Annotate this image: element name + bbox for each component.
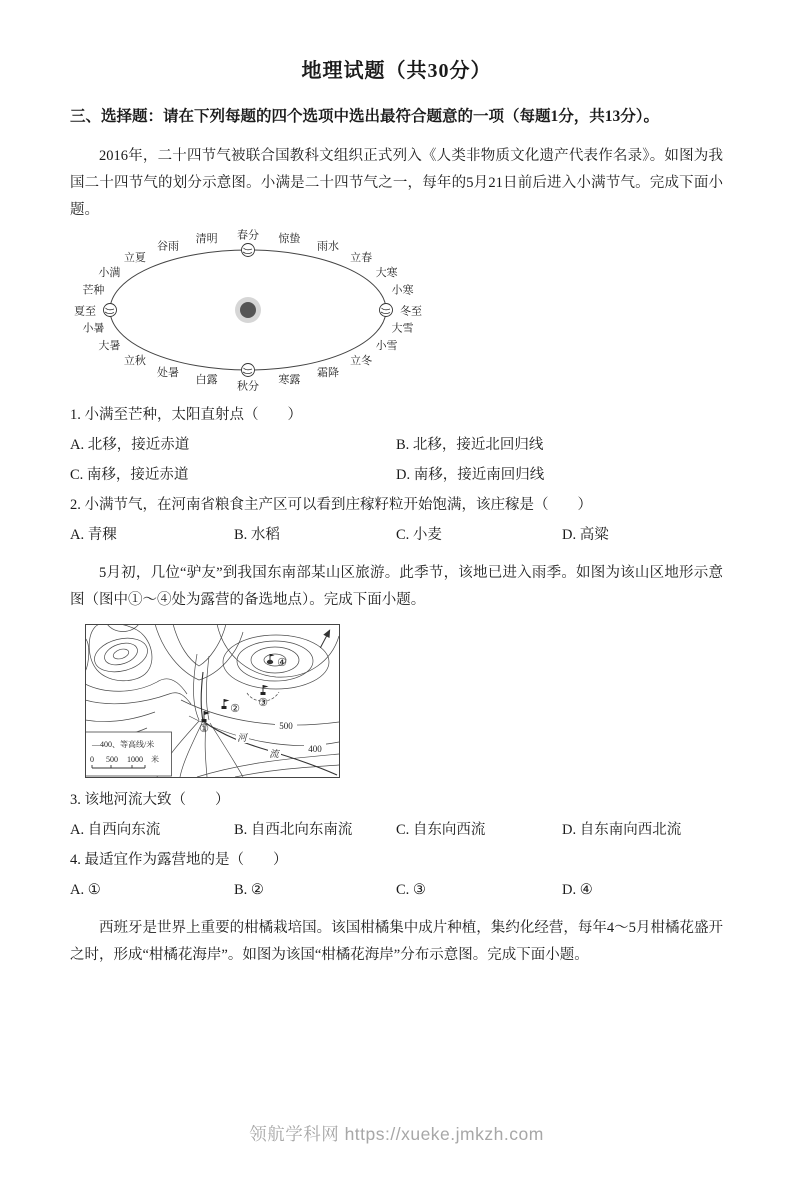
river-char-liu: 流	[269, 750, 279, 760]
question-3-option-a: A. 自西向东流	[70, 822, 161, 838]
exam-page	[0, 58, 793, 1180]
earth-icon	[380, 304, 393, 317]
passage-spain: 西班牙是世界上重要的柑橘栽培国。该国柑橘集中成片种植，集约化经营，每年4～5月柑橘花盛开之时，形成“柑橘花海岸”。如图为该国“柑橘花海岸”分布示意图。完成下面小题。	[70, 920, 723, 963]
solar-term-label: 立春	[350, 251, 373, 264]
earth-icon	[242, 364, 255, 377]
passage-solar-terms: 2016年，二十四节气被联合国教科文组织正式列入《人类非物质文化遗产代表作名录》。如图为我国二十四节气的划分示意图。小满是二十四节气之一，每年的5月21日前后进入小满节气。完成下面小题。	[70, 148, 723, 218]
solar-term-label: 大寒	[375, 267, 398, 280]
question-2-option-a: A. 青稞	[70, 527, 117, 543]
campsite-2-number: ②	[230, 703, 240, 715]
question-4-option-a: A. ①	[70, 882, 101, 898]
question-2-option-d: D. 高粱	[562, 527, 609, 543]
solar-term-label: 大雪	[391, 322, 414, 335]
solar-term-label: 寒露	[278, 374, 301, 387]
solar-term-label: 芒种	[82, 284, 105, 297]
question-3-option-d: D. 自东南向西北流	[562, 822, 682, 838]
questions-group-1	[70, 405, 723, 545]
solar-terms-diagram	[70, 228, 723, 398]
question-3-option-c: C. 自东向西流	[396, 822, 486, 838]
question-options	[70, 525, 723, 545]
solar-term-label: 立夏	[123, 251, 146, 264]
topo-map-svg	[85, 624, 340, 780]
sun-icon	[240, 302, 256, 318]
watermark-text: 领航学科网 https://xueke.jmkzh.com	[249, 1124, 544, 1144]
question-block	[70, 850, 723, 900]
questions-group-2	[70, 790, 723, 900]
summit-mark	[267, 660, 273, 664]
question-options	[70, 435, 723, 485]
solar-term-label: 小雪	[375, 340, 398, 353]
question-options	[70, 820, 723, 840]
section-header: 三、选择题：请在下列每题的四个选项中选出最符合题意的一项（每题1分，共13分）。	[70, 108, 660, 125]
solar-term-label: 霜降	[317, 366, 339, 379]
map-legend	[86, 732, 172, 776]
question-3-option-b: B. 自西北向东南流	[234, 822, 353, 838]
question-4-option-b: B. ②	[234, 882, 264, 898]
solar-term-label: 谷雨	[157, 240, 179, 253]
question-4-option-c: C. ③	[396, 882, 426, 898]
question-text: 2. 小满节气，在河南省粮食主产区可以看到庄稼籽粒开始饱满，该庄稼是（ ）	[70, 497, 592, 513]
solar-terms-svg	[70, 228, 438, 398]
solar-term-label: 清明	[195, 233, 218, 246]
question-1-option-c: C. 南移，接近赤道	[70, 467, 189, 483]
river-char-he: 河	[237, 734, 247, 744]
solar-term-label: 惊蛰	[278, 233, 301, 246]
watermark	[0, 1121, 793, 1146]
question-block	[70, 495, 723, 545]
solar-term-label: 处暑	[157, 366, 179, 379]
question-text: 1. 小满至芒种，太阳直射点（ ）	[70, 407, 302, 423]
earth-icon	[104, 304, 117, 317]
campsite-3-number: ③	[258, 697, 268, 709]
campsite-3	[247, 685, 279, 709]
solar-term-label: 白露	[195, 374, 218, 387]
question-1-option-b: B. 北移，接近北回归线	[396, 437, 544, 453]
solar-term-label: 冬至	[400, 305, 422, 318]
scale-unit: 米	[151, 755, 159, 764]
solar-term-label: 小寒	[391, 284, 414, 297]
question-text: 3. 该地河流大致（ ）	[70, 792, 230, 808]
scale-tick-0: 0	[90, 755, 94, 764]
question-1-option-d: D. 南移，接近南回归线	[396, 467, 545, 483]
contour-label-500: 500	[279, 721, 293, 731]
scale-tick-1000: 1000	[127, 755, 143, 764]
question-1-option-a: A. 北移，接近赤道	[70, 437, 190, 453]
question-4-option-d: D. ④	[562, 882, 593, 898]
legend-contour-label: —400、等高线/米	[92, 740, 155, 749]
passage-hiking: 5月初，几位“驴友”到我国东南部某山区旅游。此季节，该地已进入雨季。如图为该山区地形示意图（图中①～④处为露营的备选地点）。完成下面小题。	[70, 565, 723, 608]
campsite-1	[199, 711, 210, 735]
question-block	[70, 405, 723, 485]
contour-label-400: 400	[308, 744, 322, 754]
solar-term-label: 大暑	[98, 340, 121, 353]
earth-icon	[242, 244, 255, 257]
scale-tick-500: 500	[106, 755, 118, 764]
campsite-4-number: ④	[277, 657, 287, 669]
river-label	[236, 731, 281, 760]
solar-term-label: 立冬	[350, 355, 373, 368]
solar-term-label: 立秋	[123, 355, 146, 368]
question-options	[70, 880, 723, 900]
solar-term-label: 小满	[98, 267, 121, 280]
page-title: 地理试题（共30分）	[301, 60, 492, 82]
question-2-option-c: C. 小麦	[396, 527, 442, 543]
solar-term-label: 小暑	[82, 322, 105, 335]
question-block	[70, 790, 723, 840]
question-2-option-b: B. 水稻	[234, 527, 280, 543]
solar-term-label: 雨水	[317, 240, 339, 253]
solar-term-label: 夏至	[74, 305, 96, 318]
solar-term-label: 秋分	[237, 380, 259, 393]
question-text: 4. 最适宜作为露营地的是（ ）	[70, 852, 288, 868]
campsite-1-number: ①	[199, 723, 209, 735]
campsite-4	[267, 654, 287, 669]
solar-term-label: 春分	[237, 229, 259, 242]
campsite-2	[222, 699, 241, 715]
topo-map-figure	[70, 624, 723, 780]
